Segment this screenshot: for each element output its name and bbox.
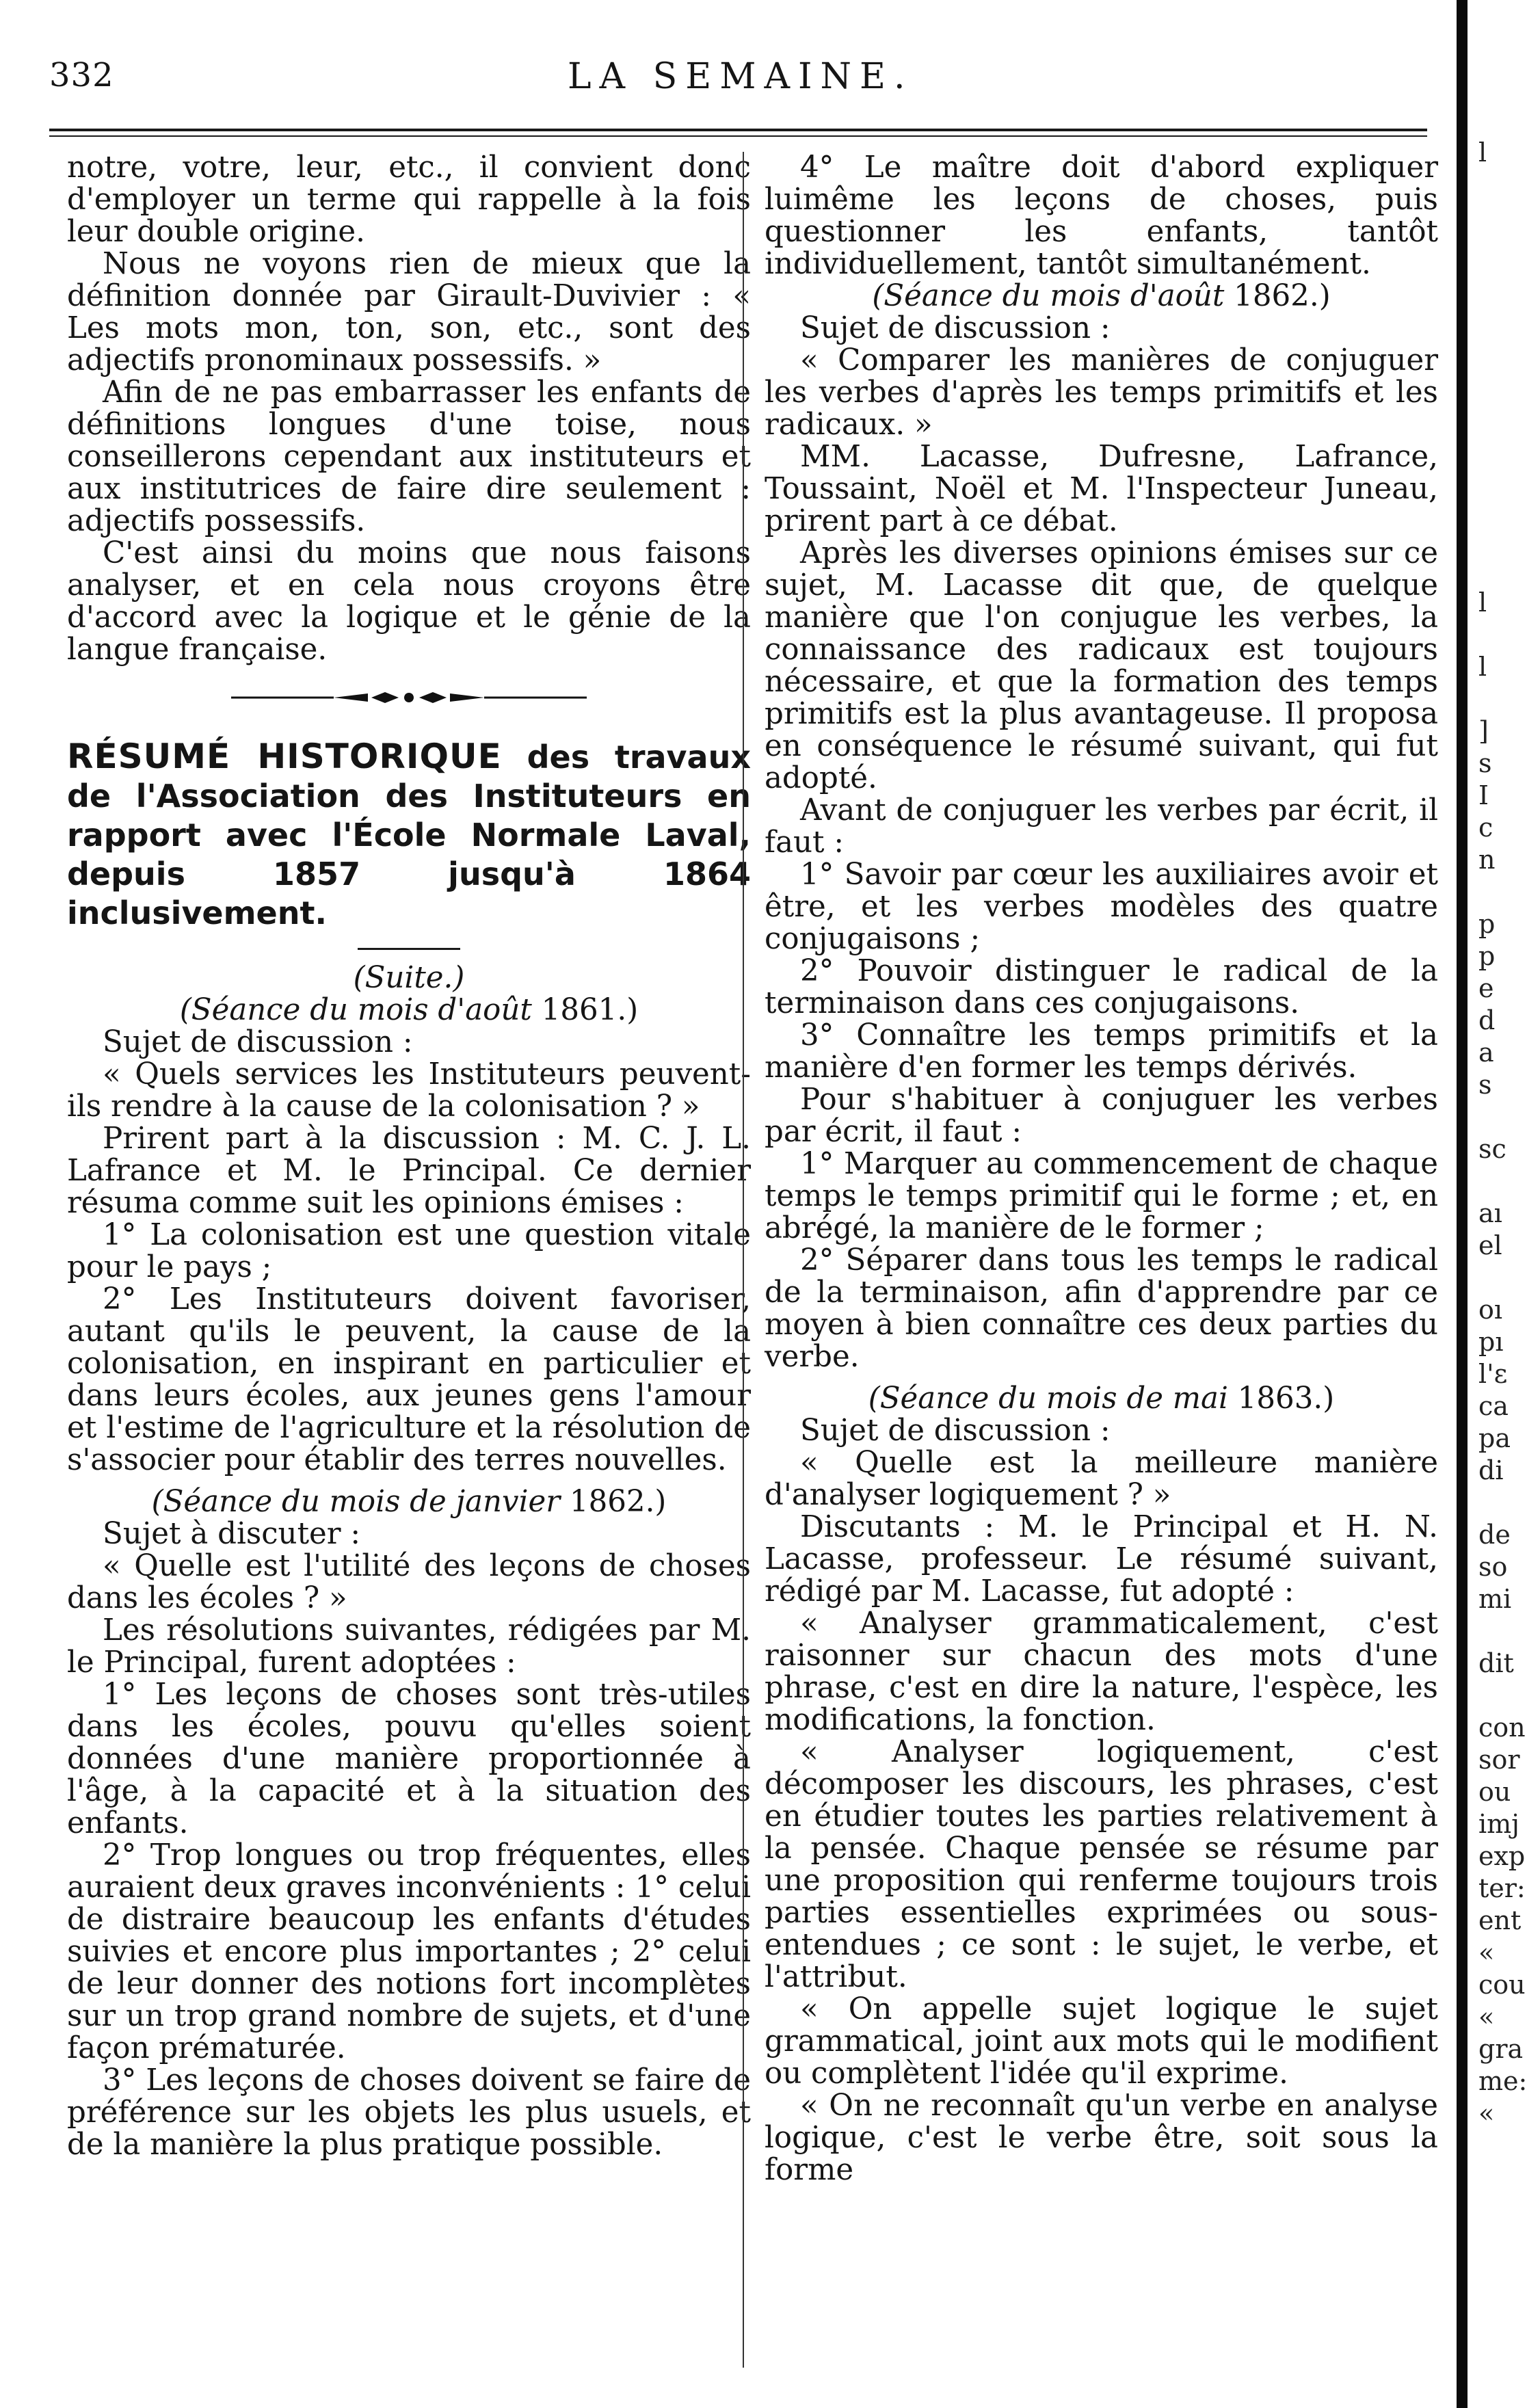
edge-fragment [1478,490,1516,522]
edge-fragment: pı [1478,1327,1504,1357]
resolution-point: 1° Savoir par cœur les auxiliaires avoir et être, et les verbes modèles des quatre conjugaisons ; [765,858,1438,956]
left-column [67,152,751,2161]
edge-fragment [1478,1615,1516,1648]
subject-label: Sujet de discussion : [800,1414,1111,1448]
edge-fragment [1478,330,1516,362]
resolution-point: 2° Les Instituteurs doivent favoriser, autant qu'ils le peuvent, la cause de la colonisation, en inspirant en particulier et dans leurs écoles, aux jeunes gens l'amour et l'estime de l'agriculture et la résolution de s'associer pour établir des terres nouvelles. [67,1282,751,1477]
edge-fragment [1478,458,1516,490]
edge-fragment: p [1478,909,1496,939]
edge-fragment [1478,233,1516,265]
edge-fragment: ter: [1478,1873,1526,1903]
edge-fragment: s [1478,748,1492,778]
edge-fragment: sc [1478,1134,1506,1164]
resolution-point: 2° Pouvoir distinguer le radical de la terminaison dans ces conjugaisons. [765,954,1438,1020]
running-title: LA SEMAINE. [568,56,914,97]
resolution-point: 1° Les leçons de choses sont très-utiles dans les écoles, pouvu qu'elles soient données d'une manière proportionnée à l'âge, à la capacité et à la situation des enfants. [67,1678,751,1840]
discussion-question: « Quelle est la meilleure manière d'analyser logiquement ? » [765,1446,1438,1512]
participants-paragraph: Discutants : M. le Principal et H. N. Lacasse, professeur. Le résumé suivant, rédigé par M. Lacasse, fut adopté : [765,1510,1438,1609]
section-heading-rest: des travaux de l'Association des Instituteurs en rapport avec l'École Normale Laval, depuis 1857 jusqu'à 1864 inclusivement. [67,739,751,931]
intro-paragraph: C'est ainsi du moins que nous faisons analyser, et en cela nous croyons être d'accord avec la logique et le génie de la langue française. [67,536,751,667]
resolution-point: 1° Marquer au commencement de chaque temps le temps primitif qui le forme ; et, en abrégé, la manière de le former ; [765,1147,1438,1245]
edge-fragment: el [1478,1230,1502,1260]
section-heading [67,737,751,933]
edge-fragment: « [1478,2098,1495,2128]
body-paragraph: Avant de conjuguer les verbes par écrit, il faut : [765,793,1438,860]
quoted-paragraph: « Analyser logiquement, c'est décomposer les discours, les phrases, c'est en étudier toutes les parties relativement à la pensée. Chaque pensée se résume par une proposition qui renferme toujours trois parties essentielles exprimées ou sous-entendues ; ce sont : le sujet, le verbe, et l'attribut. [765,1735,1438,1994]
session-heading: (Séance du mois d'août 1861.) [179,993,639,1027]
edge-fragment: l [1478,587,1487,618]
edge-fragment: a [1478,1037,1494,1068]
edge-fragment: n [1478,845,1496,875]
intro-paragraph: Nous ne voyons rien de mieux que la définition donnée par Girault-Duvivier : « Les mots mon, ton, son, etc., sont des adjectifs pronominaux possessifs. » [67,247,751,378]
discussion-question: « Quels services les Instituteurs peuvent-ils rendre à la cause de la colonisation ? » [67,1057,751,1124]
page-header [0,0,1516,123]
resolution-point: 3° Connaître les temps primitifs et la manière d'en former les temps dérivés. [765,1018,1438,1085]
edge-fragment [1478,297,1516,330]
session-heading: (Séance du mois de mai 1863.) [868,1381,1335,1416]
subject-label: Sujet à discuter : [103,1517,361,1551]
discussion-question: « Quelle est l'utilité des leçons de choses dans les écoles ? » [67,1549,751,1615]
edge-fragment: sor [1478,1745,1520,1775]
header-rule-thin [49,135,1427,137]
session-heading: (Séance du mois d'août 1862.) [872,279,1331,313]
discussion-question: « Comparer les manières de conjuguer les verbes d'après les temps primitifs et les radicaux. » [765,343,1438,442]
edge-fragment [1478,2130,1516,2162]
page-number: 332 [49,56,114,94]
edge-fragment: l'ɛ [1478,1359,1508,1389]
quoted-paragraph: « Analyser grammaticalement, c'est raisonner sur chacun des mots d'une phrase, c'est en dire la nature, l'espèce, les modifications, la fonction. [765,1606,1438,1737]
body-paragraph: Pour s'habituer à conjuguer les verbes par écrit, il faut : [765,1083,1438,1149]
adjacent-page-fragments [1478,137,1527,2162]
edge-fragment: l [1478,652,1487,682]
section-ornament [67,666,751,729]
subject-label: Sujet de discussion : [800,311,1111,345]
edge-fragment: ] [1478,716,1489,746]
edge-fragment [1478,169,1516,201]
section-heading-caps: RÉSUMÉ HISTORIQUE [67,737,502,776]
edge-fragment: d [1478,1005,1496,1035]
edge-fragment: imj [1478,1809,1519,1839]
edge-fragment: p [1478,941,1496,971]
resolution-point: 3° Les leçons de choses doivent se faire de préférence sur les objets les plus usuels, et de la manière la plus pratique possible. [67,2063,751,2162]
edge-fragment: pa [1478,1423,1511,1453]
edge-fragment: gra [1478,2034,1524,2064]
edge-fragment [1478,362,1516,394]
resolutions-intro: Les résolutions suivantes, rédigées par M. le Principal, furent adoptées : [67,1613,751,1680]
edge-fragment [1478,1165,1516,1198]
edge-fragment: so [1478,1552,1508,1582]
participants-paragraph: MM. Lacasse, Dufresne, Lafrance, Toussaint, Noël et M. l'Inspecteur Juneau, prirent part à ce débat. [765,440,1438,538]
edge-fragment: mi [1478,1584,1512,1614]
resolution-point: 2° Séparer dans tous les temps le radical de la terminaison, afin d'apprendre par ce moyen à bien connaître ces deux parties du verbe. [765,1243,1438,1374]
right-column [765,152,1438,2186]
edge-fragment: c [1478,812,1493,843]
edge-fragment [1478,1487,1516,1519]
edge-fragment [1478,265,1516,297]
edge-fragment [1478,1101,1516,1133]
edge-fragment [1478,394,1516,426]
edge-fragment: cou [1478,1970,1526,2000]
intro-paragraph-continued: notre, votre, leur, etc., il convient donc d'employer un terme qui rappelle à la fois leur double origine. [67,150,751,249]
column-divider [743,152,744,2368]
edge-fragment [1478,876,1516,908]
edge-fragment [1478,683,1516,715]
session-heading: (Séance du mois de janvier 1862.) [151,1485,667,1519]
edge-fragment [1478,1262,1516,1294]
edge-fragment: l [1478,137,1487,168]
quoted-paragraph: « On ne reconnaît qu'un verbe en analyse logique, c'est le verbe être, soit sous la forme [765,2089,1438,2187]
edge-fragment: ent [1478,1905,1522,1935]
edge-fragment: con [1478,1712,1526,1743]
edge-fragment [1478,555,1516,587]
header-rule-thick [49,129,1427,131]
edge-fragment: exp [1478,1841,1526,1871]
edge-fragment [1478,426,1516,458]
edge-fragment: de [1478,1520,1511,1550]
section-short-rule [358,948,460,950]
quoted-paragraph: « On appelle sujet logique le sujet grammatical, joint aux mots qui le modifient ou complètent l'idée qu'il exprime. [765,1992,1438,2091]
edge-fragment: dit [1478,1648,1514,1678]
resolution-point: 4° Le maître doit d'abord expliquer luimême les leçons de choses, puis questionner les enfants, tantôt individuellement, tantôt simultanément. [765,150,1438,281]
resolution-point: 2° Trop longues ou trop fréquentes, elles auraient deux graves inconvénients : 1° celui de distraire beaucoup les enfants d'études suivies et encore plus importantes ; 2° celui de leur donner des notions fort incomplètes sur un trop grand nombre de sujets, et d'une façon prématurée. [67,1838,751,2065]
edge-fragment: aı [1478,1198,1502,1228]
edge-fragment: ca [1478,1391,1509,1421]
ornament-rule-icon [231,690,587,705]
edge-fragment: oı [1478,1295,1503,1325]
edge-fragment [1478,1680,1516,1712]
edge-fragment [1478,522,1516,555]
body-paragraph: Après les diverses opinions émises sur ce sujet, M. Lacasse dit que, de quelque manière que l'on conjugue les verbes, la connaissance des radicaux est toujours nécessaire, et que la formation des temps primitifs est la plus avantageuse. Il proposa en conséquence le résumé suivant, qui fut adopté. [765,536,1438,795]
edge-fragment [1478,619,1516,651]
edge-fragment: s [1478,1070,1492,1100]
edge-fragment: me: [1478,2066,1527,2096]
participants-paragraph: Prirent part à la discussion : M. C. J. L. Lafrance et M. le Principal. Ce dernier résuma comme suit les opinions émises : [67,1122,751,1220]
continued-label: (Suite.) [353,961,465,995]
edge-fragment: I [1478,780,1489,810]
edge-fragment: ou [1478,1777,1511,1807]
edge-fragment [1478,201,1516,233]
edge-fragment: e [1478,973,1494,1003]
resolution-point: 1° La colonisation est une question vitale pour le pays ; [67,1218,751,1284]
intro-paragraph: Afin de ne pas embarrasser les enfants de définitions longues d'une toise, nous conseillerons cependant aux instituteurs et aux institutrices de faire dire seulement : adjectifs possessifs. [67,375,751,538]
subject-label: Sujet de discussion : [103,1025,413,1059]
edge-fragment: « [1478,1937,1495,1968]
page-edge-shadow [1457,0,1468,2408]
edge-fragment: « [1478,2002,1495,2032]
edge-fragment: di [1478,1455,1504,1485]
